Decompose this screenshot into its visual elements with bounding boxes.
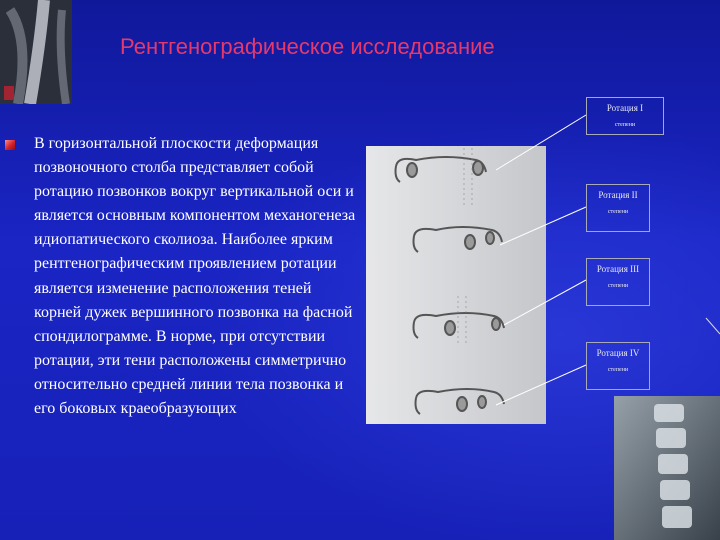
callout-subtitle: степени bbox=[607, 367, 629, 373]
callout-title: Ротация II bbox=[598, 190, 638, 200]
callout-subtitle: степени bbox=[614, 122, 636, 128]
bullet-icon bbox=[5, 140, 15, 150]
callout-rotation-4 bbox=[586, 342, 650, 390]
spine-xray-thumbnail-bottom bbox=[614, 396, 720, 540]
callout-subtitle: степени bbox=[607, 209, 629, 215]
callout-subtitle: степени bbox=[607, 283, 629, 289]
spine-xray-thumbnail-top bbox=[0, 0, 72, 104]
callout-rotation-2 bbox=[586, 184, 650, 232]
callout-title: Ротация III bbox=[596, 264, 640, 274]
vertebra-rotation-diagram bbox=[366, 146, 546, 424]
body-paragraph: В горизонтальной плоскости деформация позвоночного столба представляет собой ротацию позвонков вокруг вертикальной оси и является основным компонентом механогенеза идиопатического сколиоза. Наиболее ярким рентгенографическим проявлением ротации является изменение расположения теней корней дужек вершинного позвонка на фасной спондилограмме. В норме, при отсутствии ротации, эти тени расположены симметрично относительно средней линии тела позвонка и его боковых краеобразующих bbox=[34, 135, 356, 418]
callout-rotation-1 bbox=[586, 97, 664, 135]
slide-title: Рентгенографическое исследование bbox=[120, 34, 495, 59]
callout-title: Ротация IV bbox=[596, 348, 640, 358]
callout-rotation-3 bbox=[586, 258, 650, 306]
callout-title: Ротация I bbox=[606, 103, 644, 113]
